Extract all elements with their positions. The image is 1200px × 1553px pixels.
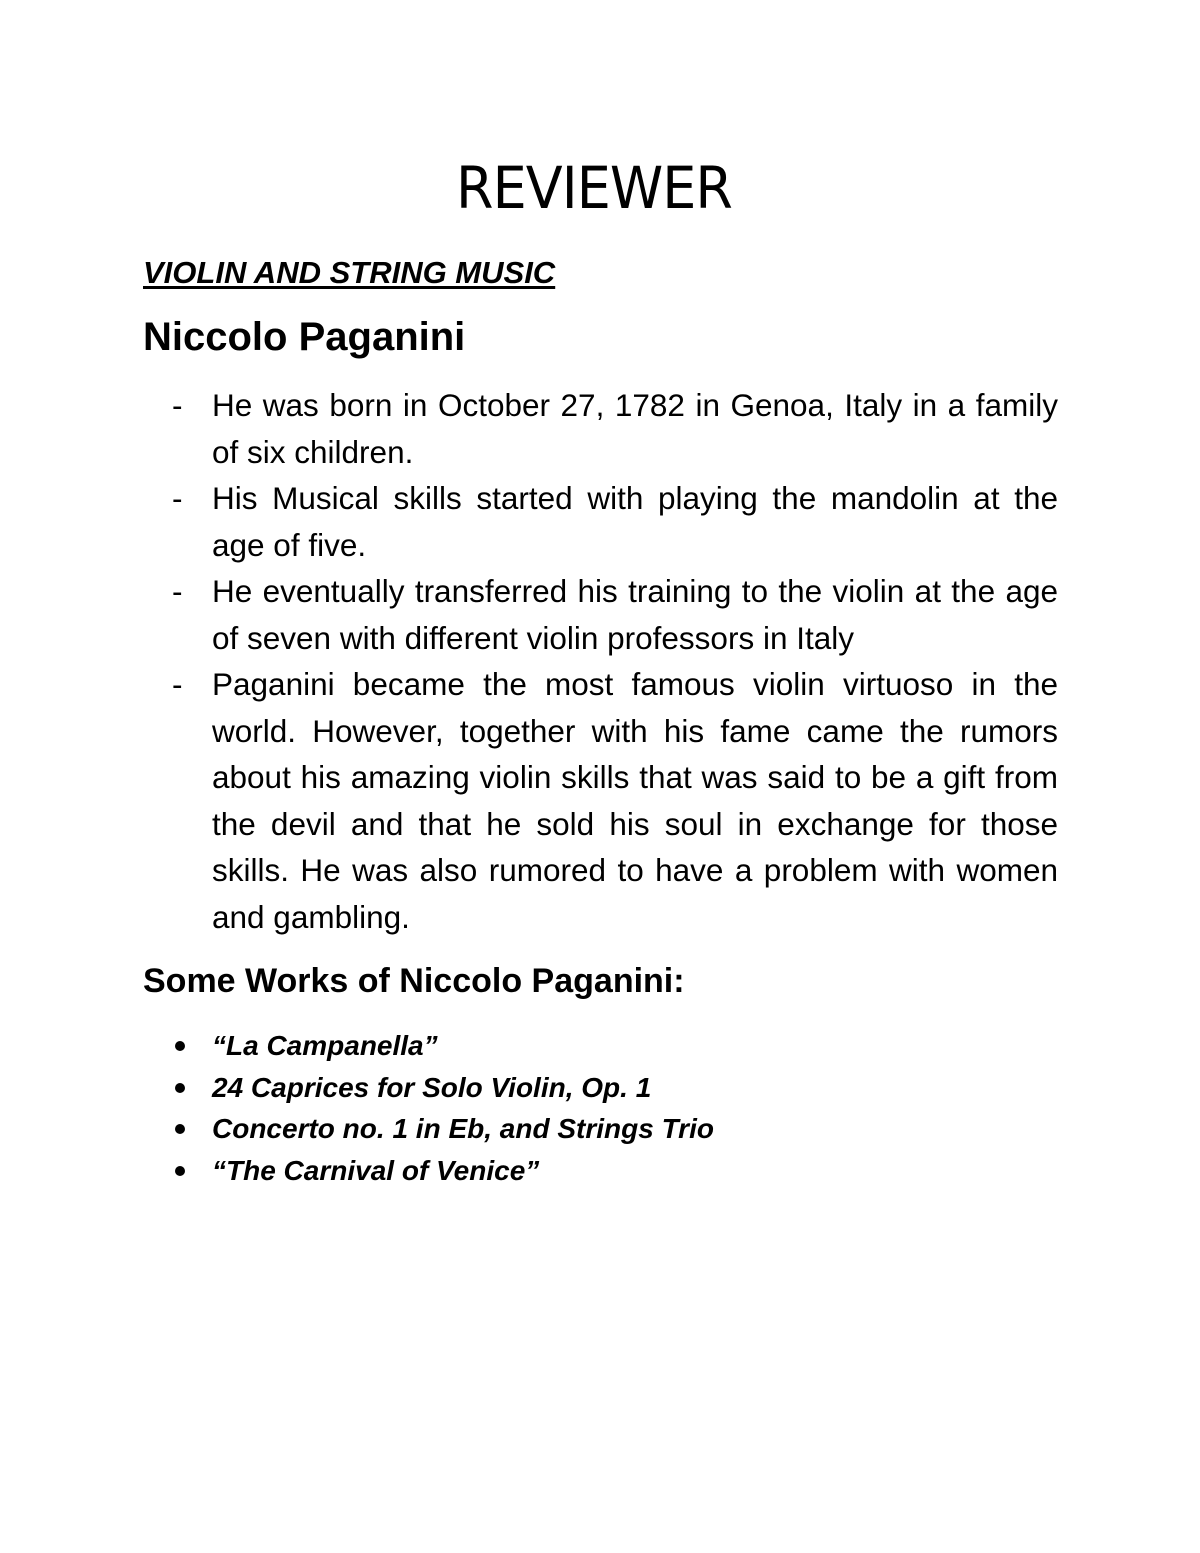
bullet-icon (175, 1083, 185, 1093)
bullet-icon (175, 1166, 185, 1176)
works-item-text: 24 Caprices for Solo Violin, Op. 1 (212, 1071, 652, 1103)
section-heading: VIOLIN AND STRING MUSIC (143, 255, 556, 290)
dash-marker: - (172, 666, 183, 702)
biography-text: He was born in October 27, 1782 in Genoa, Italy in a family of six children. (212, 387, 1058, 470)
works-item (212, 1108, 714, 1150)
works-item-text: “La Campanella” (212, 1030, 438, 1061)
bullet-icon (175, 1124, 185, 1134)
works-item-text: “The Carnival of Venice” (212, 1154, 540, 1186)
dash-marker: - (172, 480, 183, 516)
document-title: REVIEWER (456, 154, 732, 222)
bullet-icon (175, 1041, 185, 1051)
biography-list (172, 382, 1058, 940)
works-list (212, 1025, 714, 1191)
works-item (212, 1067, 714, 1109)
dash-marker: - (172, 387, 183, 423)
subject-heading: Niccolo Paganini (143, 315, 466, 359)
biography-item (172, 475, 1058, 568)
biography-item (172, 382, 1058, 475)
biography-text: He eventually transferred his training to the violin at the age of seven with different violin professors in Italy (212, 573, 1058, 656)
biography-text: His Musical skills started with playing the mandolin at the age of five. (212, 480, 1058, 563)
biography-text: Paganini became the most famous violin virtuoso in the world. However, together with his fame came the rumors about his amazing violin skills that was said to be a gift from the devil and that he sold his soul in exchange for those skills. He was also rumored to have a problem with women and gambling. (212, 666, 1058, 935)
biography-item (172, 568, 1058, 661)
dash-marker: - (172, 573, 183, 609)
works-item (212, 1150, 714, 1192)
biography-item (172, 661, 1058, 940)
works-heading: Some Works of Niccolo Paganini: (143, 962, 685, 1000)
works-item (212, 1025, 714, 1067)
works-item-text: Concerto no. 1 in Eb, and Strings Trio (212, 1113, 714, 1144)
